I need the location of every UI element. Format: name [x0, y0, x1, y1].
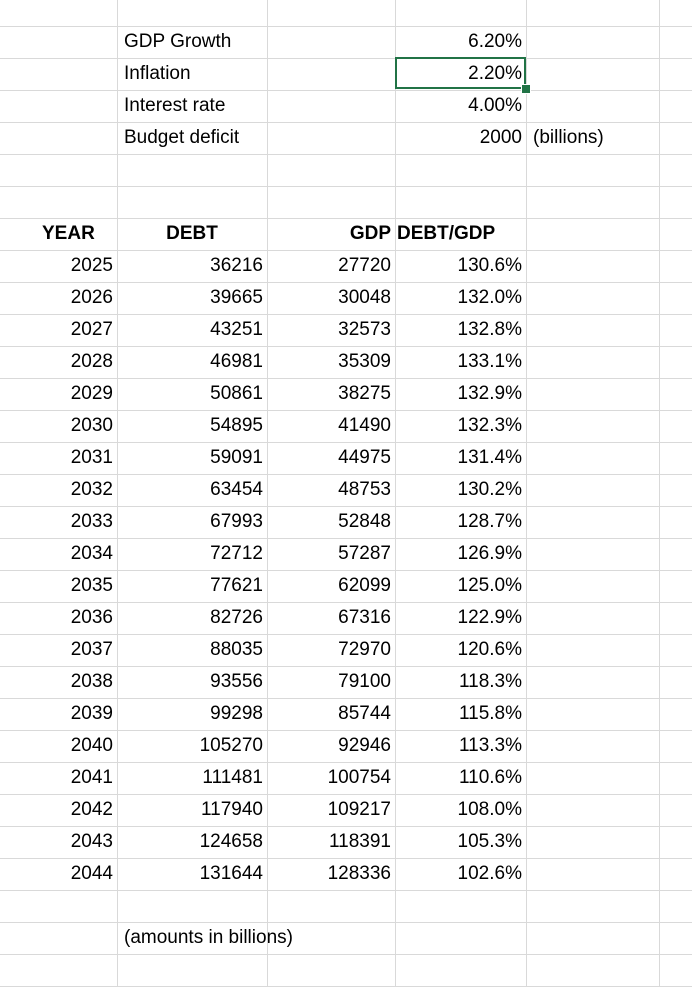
param-value-cell[interactable]: 6.20% — [468, 31, 522, 52]
table-cell[interactable]: 77621 — [210, 575, 263, 596]
table-cell[interactable]: 93556 — [210, 671, 263, 692]
table-cell[interactable]: 27720 — [338, 255, 391, 276]
column-header-gdp[interactable]: GDP — [349, 223, 391, 244]
row-gridline — [0, 90, 692, 91]
table-cell[interactable]: 2025 — [70, 255, 113, 276]
param-label-cell[interactable]: Inflation — [124, 63, 191, 84]
table-cell[interactable]: 2026 — [70, 287, 113, 308]
table-cell[interactable]: 105.3% — [457, 831, 522, 852]
table-cell[interactable]: 124658 — [199, 831, 263, 852]
param-value-cell[interactable]: 2000 — [479, 127, 522, 148]
table-cell[interactable]: 67316 — [338, 607, 391, 628]
table-cell[interactable]: 99298 — [210, 703, 263, 724]
table-cell[interactable]: 132.3% — [457, 415, 522, 436]
table-cell[interactable]: 57287 — [338, 543, 391, 564]
table-cell[interactable]: 110.6% — [458, 767, 522, 788]
table-cell[interactable]: 36216 — [210, 255, 263, 276]
table-cell[interactable]: 120.6% — [457, 639, 522, 660]
table-cell[interactable]: 92946 — [338, 735, 391, 756]
fill-handle[interactable] — [521, 84, 531, 94]
row-gridline — [0, 26, 692, 27]
table-cell[interactable]: 2043 — [70, 831, 113, 852]
table-cell[interactable]: 2041 — [70, 767, 113, 788]
table-cell[interactable]: 62099 — [338, 575, 391, 596]
table-cell[interactable]: 43251 — [210, 319, 263, 340]
table-cell[interactable]: 132.9% — [457, 383, 522, 404]
row-gridline — [0, 954, 692, 955]
table-cell[interactable]: 2030 — [70, 415, 113, 436]
table-cell[interactable]: 2029 — [70, 383, 113, 404]
table-cell[interactable]: 100754 — [327, 767, 391, 788]
row-gridline — [0, 154, 692, 155]
footnote-cell[interactable]: (amounts in billions) — [124, 927, 293, 948]
table-cell[interactable]: 115.8% — [458, 703, 522, 724]
table-cell[interactable]: 2038 — [70, 671, 113, 692]
table-cell[interactable]: 131.4% — [457, 447, 522, 468]
table-cell[interactable]: 2040 — [70, 735, 113, 756]
table-cell[interactable]: 2042 — [70, 799, 113, 820]
table-cell[interactable]: 35309 — [338, 351, 391, 372]
param-value-cell[interactable]: 4.00% — [468, 95, 522, 116]
table-cell[interactable]: 130.2% — [457, 479, 522, 500]
table-cell[interactable]: 46981 — [210, 351, 263, 372]
table-cell[interactable]: 122.9% — [457, 607, 522, 628]
table-cell[interactable]: 2031 — [70, 447, 113, 468]
table-cell[interactable]: 2027 — [70, 319, 113, 340]
table-cell[interactable]: 59091 — [210, 447, 263, 468]
table-cell[interactable]: 72970 — [338, 639, 391, 660]
param-label-cell[interactable]: Budget deficit — [124, 127, 240, 148]
table-cell[interactable]: 111481 — [202, 767, 263, 788]
table-cell[interactable]: 38275 — [338, 383, 391, 404]
table-cell[interactable]: 2034 — [70, 543, 113, 564]
table-cell[interactable]: 105270 — [199, 735, 263, 756]
table-cell[interactable]: 109217 — [327, 799, 391, 820]
param-label-cell[interactable]: GDP Growth — [124, 31, 232, 52]
table-cell[interactable]: 118.3% — [458, 671, 522, 692]
table-cell[interactable]: 44975 — [338, 447, 391, 468]
table-cell[interactable]: 30048 — [338, 287, 391, 308]
table-cell[interactable]: 2039 — [70, 703, 113, 724]
table-cell[interactable]: 132.0% — [457, 287, 522, 308]
column-header-debt[interactable]: DEBT — [166, 223, 218, 244]
row-gridline — [0, 186, 692, 187]
table-cell[interactable]: 48753 — [338, 479, 391, 500]
table-cell[interactable]: 72712 — [210, 543, 263, 564]
table-cell[interactable]: 50861 — [210, 383, 263, 404]
table-cell[interactable]: 82726 — [210, 607, 263, 628]
table-cell[interactable]: 126.9% — [457, 543, 522, 564]
row-gridline — [0, 58, 692, 59]
table-cell[interactable]: 2044 — [70, 863, 113, 884]
table-cell[interactable]: 2036 — [70, 607, 113, 628]
column-gridline — [659, 0, 660, 986]
table-cell[interactable]: 85744 — [338, 703, 391, 724]
table-cell[interactable]: 32573 — [338, 319, 391, 340]
table-cell[interactable]: 2032 — [70, 479, 113, 500]
table-cell[interactable]: 131644 — [199, 863, 263, 884]
table-cell[interactable]: 2028 — [70, 351, 113, 372]
table-cell[interactable]: 2035 — [70, 575, 113, 596]
table-cell[interactable]: 130.6% — [457, 255, 522, 276]
table-cell[interactable]: 108.0% — [457, 799, 522, 820]
table-cell[interactable]: 54895 — [210, 415, 263, 436]
row-gridline — [0, 890, 692, 891]
table-cell[interactable]: 102.6% — [457, 863, 522, 884]
table-cell[interactable]: 39665 — [210, 287, 263, 308]
table-cell[interactable]: 79100 — [338, 671, 391, 692]
table-cell[interactable]: 88035 — [210, 639, 263, 660]
param-value-cell[interactable]: 2.20% — [468, 63, 522, 84]
table-cell[interactable]: 125.0% — [457, 575, 522, 596]
column-header-debt-gdp[interactable]: DEBT/GDP — [397, 223, 496, 244]
param-label-cell[interactable]: Interest rate — [124, 95, 226, 116]
table-cell[interactable]: 113.3% — [458, 735, 522, 756]
table-cell[interactable]: 2033 — [70, 511, 113, 532]
column-header-year[interactable]: YEAR — [42, 223, 95, 244]
table-cell[interactable]: 118391 — [329, 831, 391, 852]
table-cell[interactable]: 2037 — [70, 639, 113, 660]
table-cell[interactable]: 41490 — [338, 415, 391, 436]
table-cell[interactable]: 128.7% — [457, 511, 522, 532]
table-cell[interactable]: 52848 — [338, 511, 391, 532]
table-cell[interactable]: 128336 — [327, 863, 391, 884]
param-unit-cell[interactable]: (billions) — [533, 127, 604, 148]
table-cell[interactable]: 132.8% — [457, 319, 522, 340]
table-cell[interactable]: 67993 — [210, 511, 263, 532]
table-cell[interactable]: 63454 — [210, 479, 263, 500]
table-cell[interactable]: 117940 — [201, 799, 263, 820]
table-cell[interactable]: 133.1% — [457, 351, 522, 372]
